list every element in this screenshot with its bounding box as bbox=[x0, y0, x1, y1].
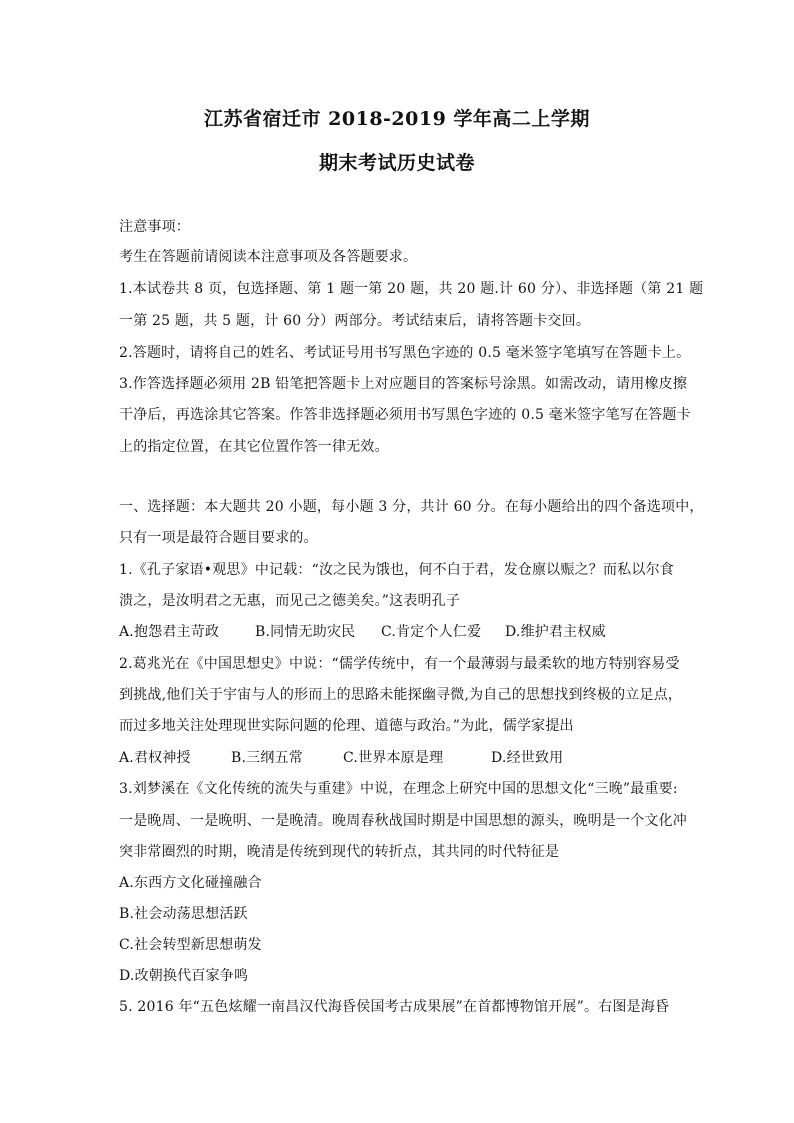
notice-item1-line1: 1.本试卷共 8 页，包选择题、第 1 题一第 20 题，共 20 题.计 60 分）、非选择题（第 21 题 bbox=[119, 281, 704, 297]
q3-stem-line2: 一是晚周、一是晚明、一是晚清。晚周春秋战国时期是中国思想的源头，晚明是一个文化冲 bbox=[119, 813, 687, 829]
q1-option-b: B.同情无助灾民 bbox=[255, 624, 356, 640]
notice-item3-line3: 上的指定位置，在其它位置作答一律无效。 bbox=[119, 439, 389, 455]
q2-options bbox=[119, 748, 563, 768]
notice-item1-line2: 一第 25 题，共 5 题，计 60 分）两部分。考试结束后，请将答题卡交回。 bbox=[119, 313, 591, 329]
q2-stem-line2: 到挑战,他们关于宇宙与人的形而上的思路未能探幽寻微,为自己的思想找到终极的立足点， bbox=[119, 687, 683, 703]
q2-stem-line3: 而过多地关注处理现世实际问题的伦理、道德与政治。”为此，儒学家提出 bbox=[119, 718, 574, 734]
page-title-line2: 期末考试历史试卷 bbox=[318, 152, 475, 174]
q3-option-c: C.社会转型新思想萌发 bbox=[119, 937, 262, 953]
notice-item3-line2: 干净后，再选涂其它答案。作答非选择题必须用书写黑色字迹的 0.5 毫米签字笔写在答题卡 bbox=[119, 407, 691, 423]
q3-option-b: B.社会动荡思想活跃 bbox=[119, 906, 248, 922]
q2-option-d: D.经世致用 bbox=[491, 750, 564, 766]
q1-stem-line2: 溃之，是汝明君之无惠，而见己之德美矣。”这表明孔子 bbox=[119, 593, 461, 609]
q2-option-c: C.世界本原是理 bbox=[343, 750, 444, 766]
q1-option-d: D.维护君主权威 bbox=[505, 624, 606, 640]
q3-stem-line3: 突非常圈烈的时期，晚清是传统到现代的转折点，其共同的时代特征是 bbox=[119, 844, 560, 860]
notice-item3-line1: 3.作答选择题必须用 2B 铅笔把答题卡上对应题目的答案标号涂黑。如需改动，请用橡皮擦 bbox=[119, 376, 688, 392]
notice-item2: 2.答题时，请将自己的姓名、考试证号用书写黑色字迹的 0.5 毫米签字笔填写在答题卡上。 bbox=[119, 345, 691, 361]
q5-stem-line1: 5. 2016 年“五色炫耀一南昌汉代海昏侯国考古成果展”在首都博物馆开展”。右图是海昏 bbox=[119, 999, 670, 1015]
page-title-line1: 江苏省宿迁市 2018-2019 学年高二上学期 bbox=[204, 108, 590, 130]
q2-option-b: B.三纲五常 bbox=[231, 750, 303, 766]
q2-option-a: A.君权神授 bbox=[119, 750, 191, 766]
q1-option-c: C.肯定个人仁爱 bbox=[381, 624, 482, 640]
q2-stem-line1: 2.葛兆光在《中国思想史》中说：“儒学传统中，有一个最薄弱与最柔软的地方特别容易受 bbox=[119, 656, 680, 672]
notice-heading: 注意事项： bbox=[119, 219, 190, 235]
section1-heading-line2: 只有一项是最符合题目要求的。 bbox=[119, 530, 318, 546]
q3-stem-line1: 3.刘梦溪在《文化传统的流失与重建》中说，在理念上研究中国的思想文化“三晚”最重要: bbox=[119, 781, 678, 797]
q1-option-a: A.抱怨君主苛政 bbox=[119, 624, 220, 640]
q3-option-a: A.东西方文化碰撞融合 bbox=[119, 875, 262, 891]
notice-intro: 考生在答题前请阅读本注意事项及各答题要求。 bbox=[119, 249, 418, 265]
q3-option-d: D.改朝换代百家争鸣 bbox=[119, 968, 249, 984]
q1-stem-line1: 1.《孔子家语•观思》中记载：“汝之民为饿也，何不白于君，发仓廪以赈之？而私以尔食 bbox=[119, 562, 674, 578]
section1-heading-line1: 一、选择题：本大题共 20 小题，每小题 3 分，共计 60 分。在每小题给出的四个备选项中， bbox=[119, 499, 704, 515]
q1-options bbox=[119, 622, 606, 642]
